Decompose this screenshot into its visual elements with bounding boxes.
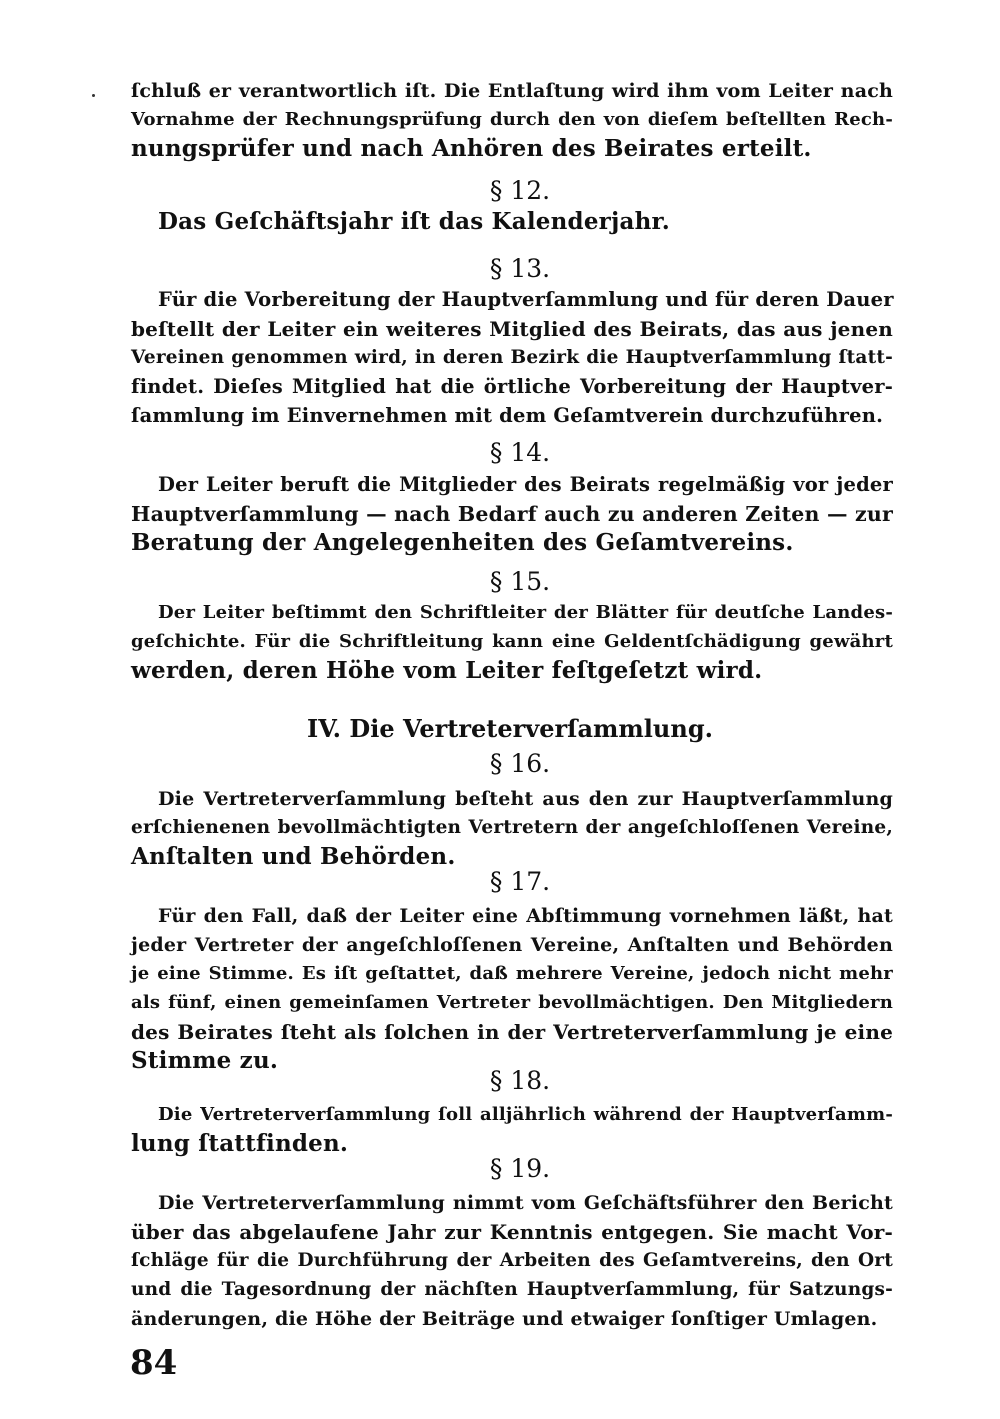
text-line: Beratung der Angelegenheiten des Geſamtvereins. bbox=[131, 529, 794, 556]
section-heading: § 13. bbox=[489, 254, 551, 283]
section-heading: § 19. bbox=[489, 1154, 551, 1183]
text-line: Stimme zu. bbox=[131, 1047, 279, 1074]
text-line: werden, deren Höhe vom Leiter feſtgeſetzt wird. bbox=[131, 657, 763, 684]
text-line: je eine Stimme. Es iſt geſtattet, daß mehrere Vereine, jedoch nicht mehr bbox=[131, 963, 893, 984]
text-line: nungsprüfer und nach Anhören des Beirates erteilt. bbox=[131, 135, 812, 162]
section-heading: § 15. bbox=[489, 567, 551, 596]
text-line: Für den Fall, daß der Leiter eine Abſtimmung vornehmen läßt, hat bbox=[158, 905, 893, 927]
text-line: Hauptverſammlung — nach Bedarf auch zu anderen Zeiten — zur bbox=[131, 502, 893, 526]
margin-mark bbox=[92, 94, 95, 97]
text-line: des Beirates ſteht als ſolchen in der Vertreterverſammlung je eine bbox=[131, 1020, 893, 1044]
text-line: Für die Vorbereitung der Hauptverſammlung und für deren Dauer bbox=[158, 288, 894, 311]
text-line: als fünf, einen gemeinſamen Vertreter bevollmächtigen. Den Mitgliedern bbox=[131, 992, 893, 1013]
text-line: jeder Vertreter der angeſchloſſenen Vereine, Anſtalten und Behörden bbox=[131, 934, 893, 956]
section-heading: § 12. bbox=[489, 176, 551, 205]
section-heading: § 18. bbox=[489, 1066, 551, 1095]
text-line: Die Vertreterverſammlung nimmt vom Geſchäftsführer den Bericht bbox=[158, 1192, 893, 1214]
page-number: 84 bbox=[130, 1343, 178, 1383]
text-line: findet. Dieſes Mitglied hat die örtliche Vorbereitung der Hauptver- bbox=[131, 375, 893, 398]
text-line: ſammlung im Einvernehmen mit dem Geſamtverein durchzuführen. bbox=[131, 404, 884, 427]
text-line: ſchläge für die Durchführung der Arbeiten des Geſamtvereins, den Ort bbox=[131, 1250, 893, 1271]
section-heading: § 16. bbox=[489, 749, 551, 778]
text-line: Vornahme der Rechnungsprüfung durch den von dieſem beſtellten Rech- bbox=[131, 109, 893, 130]
text-line: erſchienenen bevollmächtigten Vertretern der angeſchloſſenen Vereine, bbox=[131, 817, 893, 838]
text-line: und die Tagesordnung der nächſten Hauptverſammlung, für Satzungs- bbox=[131, 1279, 893, 1300]
text-line: Das Geſchäftsjahr iſt das Kalenderjahr. bbox=[158, 208, 670, 235]
text-line: ſchluß er verantwortlich iſt. Die Entlaſtung wird ihm vom Leiter nach bbox=[131, 80, 893, 102]
text-line: lung ſtattfinden. bbox=[131, 1130, 349, 1157]
text-line: Der Leiter beſtimmt den Schriftleiter der Blätter für deutſche Landes- bbox=[158, 602, 893, 623]
text-line: Anſtalten und Behörden. bbox=[131, 843, 456, 870]
text-line: geſchichte. Für die Schriftleitung kann eine Geldentſchädigung gewährt bbox=[131, 631, 893, 652]
text-line: beſtellt der Leiter ein weiteres Mitglied des Beirats, das aus jenen bbox=[131, 317, 893, 341]
text-line: Vereinen genommen wird, in deren Bezirk die Hauptverſammlung ſtatt- bbox=[131, 347, 893, 368]
text-line: Der Leiter beruft die Mitglieder des Beirats regelmäßig vor jeder bbox=[158, 473, 893, 496]
chapter-heading: IV. Die Vertreterverſammlung. bbox=[307, 714, 713, 743]
section-heading: § 14. bbox=[489, 438, 551, 467]
text-line: Die Vertreterverſammlung ſoll alljährlich während der Hauptverſamm- bbox=[158, 1104, 893, 1125]
text-line: Die Vertreterverſammlung beſteht aus den zur Hauptverſammlung bbox=[158, 788, 893, 810]
text-line: änderungen, die Höhe der Beiträge und etwaiger ſonſtiger Umlagen. bbox=[131, 1308, 878, 1330]
text-line: über das abgelaufene Jahr zur Kenntnis entgegen. Sie macht Vor- bbox=[131, 1220, 893, 1244]
section-heading: § 17. bbox=[489, 867, 551, 896]
